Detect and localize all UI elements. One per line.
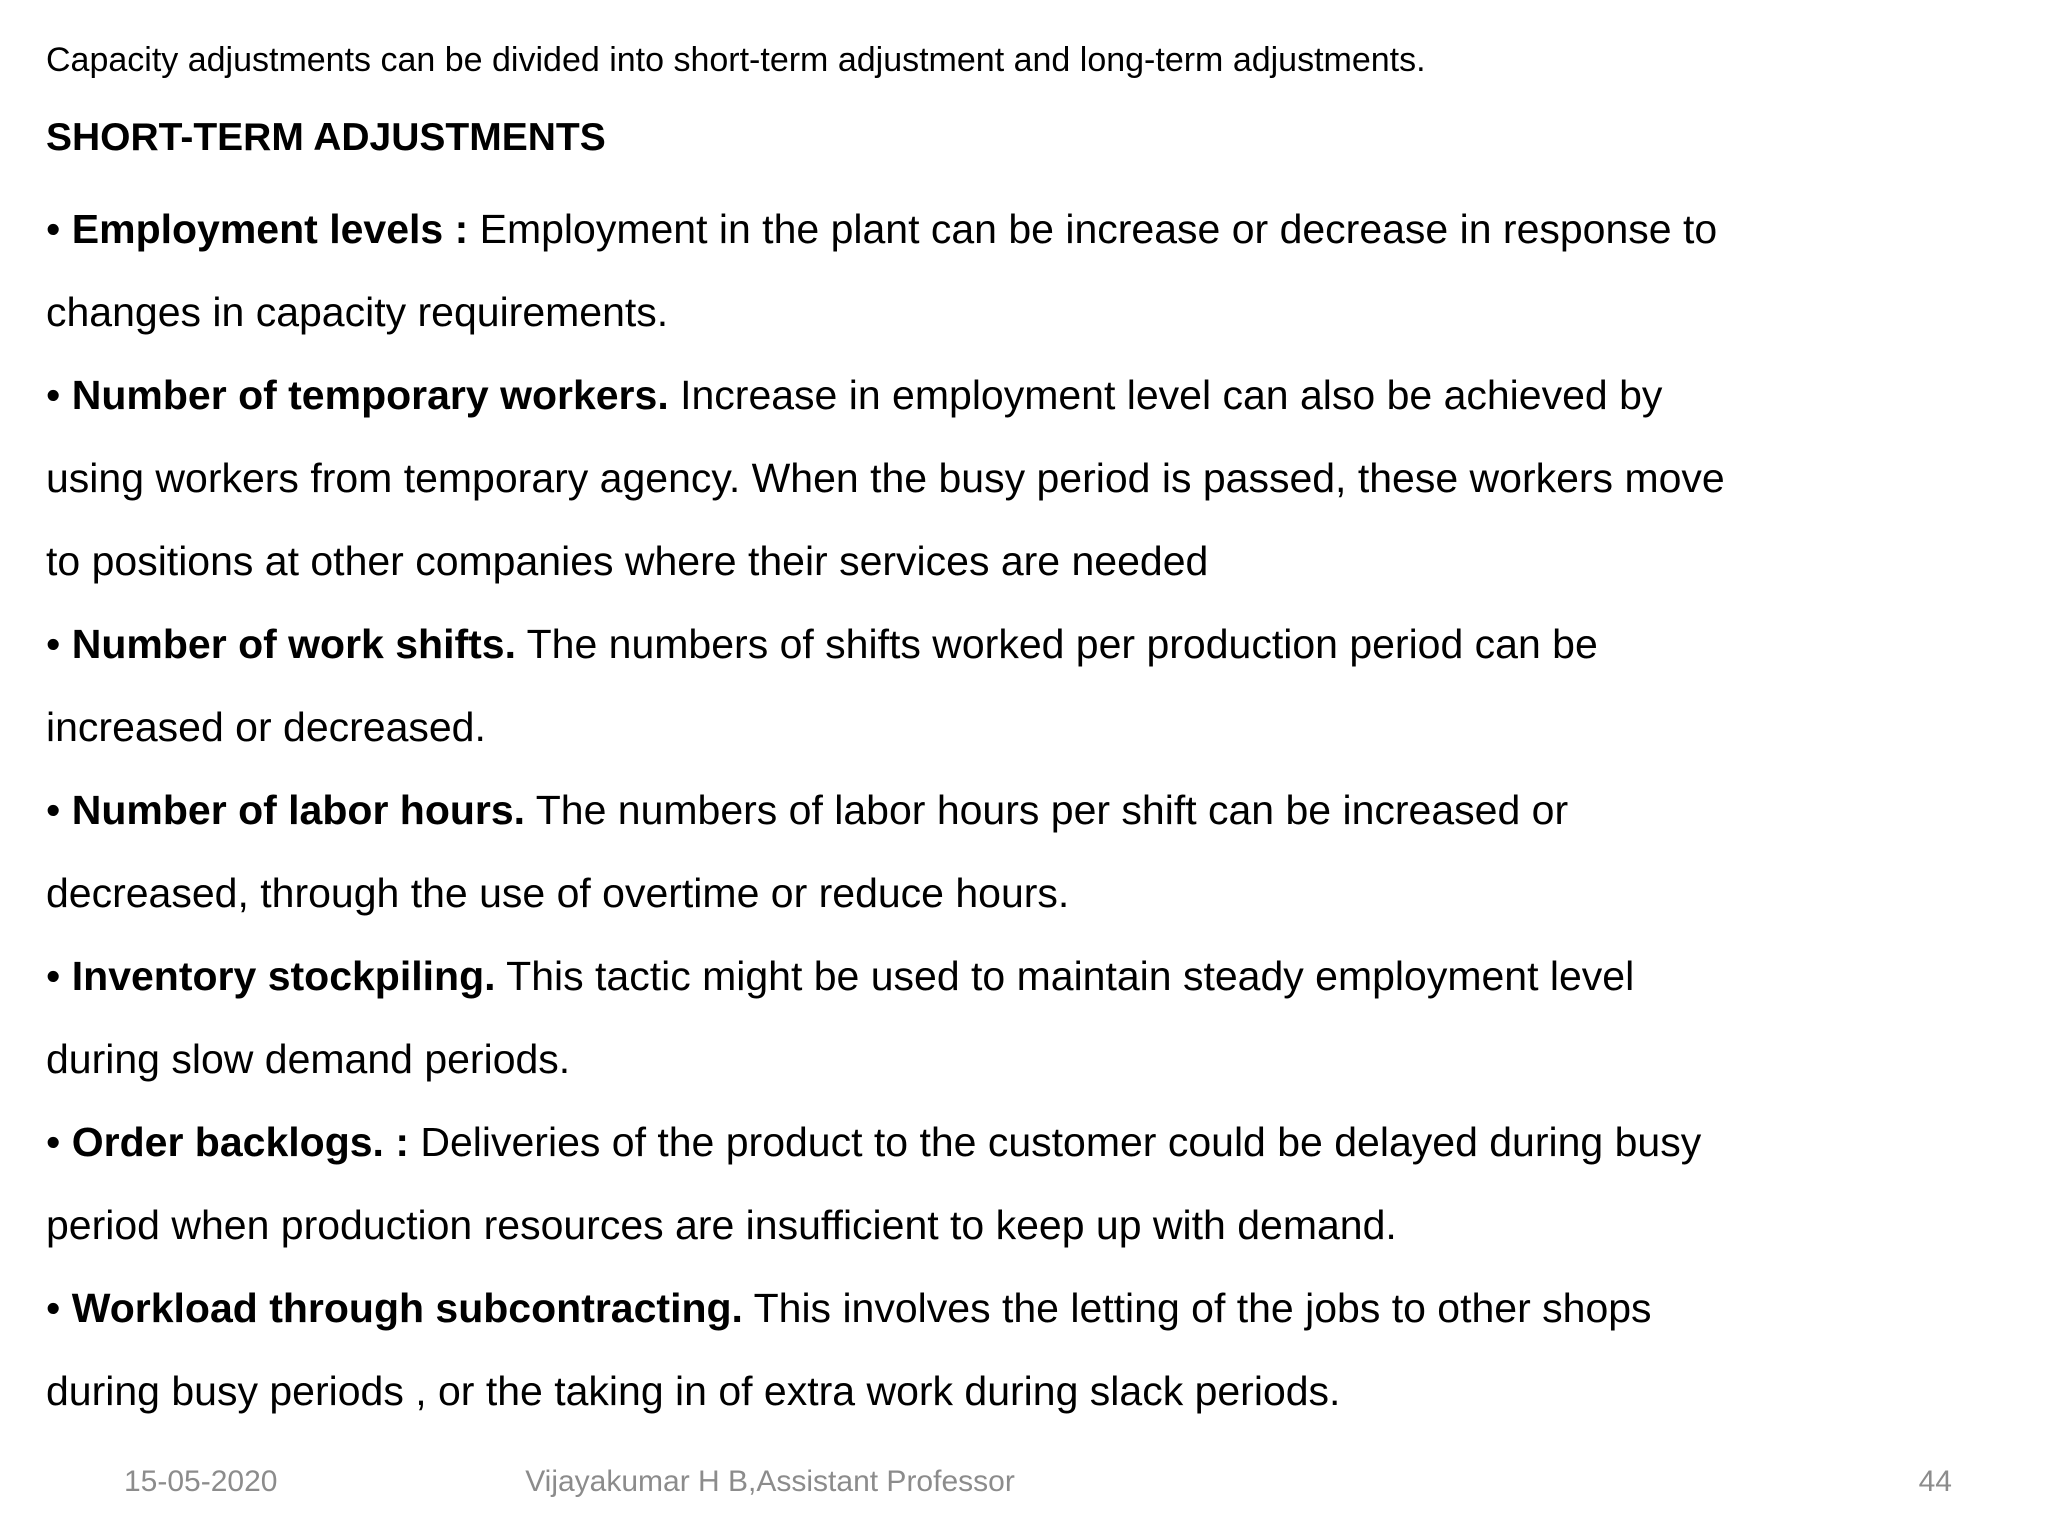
bullet-glyph: • <box>46 372 61 418</box>
bullet-glyph: • <box>46 1119 61 1165</box>
bullet-term: Employment levels : <box>71 206 469 252</box>
bullet-item <box>46 1101 1746 1267</box>
page-number: 44 <box>1918 1465 1952 1498</box>
bullet-item <box>46 935 1746 1101</box>
bullet-item <box>46 769 1746 935</box>
bullet-glyph: • <box>46 787 61 833</box>
bullet-item <box>46 188 1746 354</box>
bullet-text: The numbers of shifts worked per production period can be increased or decreased. <box>46 621 1598 750</box>
bullet-term: Number of labor hours. <box>71 787 526 833</box>
bullet-term: Number of work shifts. <box>71 621 516 667</box>
bullet-text: Deliveries of the product to the customer could be delayed during busy period when production resources are insufficient to keep up with demand. <box>46 1119 1702 1248</box>
bullet-glyph: • <box>46 1285 61 1331</box>
section-heading: SHORT-TERM ADJUSTMENTS <box>46 116 606 159</box>
bullet-text: This tactic might be used to maintain steady employment level during slow demand periods. <box>46 953 1635 1082</box>
bullet-glyph: • <box>46 206 61 252</box>
bullet-list <box>46 188 1746 1433</box>
bullet-term: Inventory stockpiling. <box>71 953 496 999</box>
bullet-term: Number of temporary workers. <box>71 372 669 418</box>
slide-body <box>46 32 1746 1433</box>
intro-text: Capacity adjustments can be divided into short-term adjustment and long-term adjustments. <box>46 41 1426 79</box>
bullet-text: This involves the letting of the jobs to other shops during busy periods , or the taking in of extra work during slack periods. <box>46 1285 1652 1414</box>
bullet-item <box>46 354 1746 603</box>
bullet-text: Increase in employment level can also be achieved by using workers from temporary agency. When the busy period is passed, these workers move to positions at other companies where their services are needed <box>46 372 1725 584</box>
bullet-text: Employment in the plant can be increase or decrease in response to changes in capacity requirements. <box>46 206 1718 335</box>
bullet-text: The numbers of labor hours per shift can be increased or decreased, through the use of overtime or reduce hours. <box>46 787 1569 916</box>
bullet-glyph: • <box>46 953 61 999</box>
bullet-term: Order backlogs. : <box>71 1119 409 1165</box>
bullet-glyph: • <box>46 621 61 667</box>
footer-date: 15-05-2020 <box>124 1465 278 1498</box>
bullet-item <box>46 603 1746 769</box>
bullet-term: Workload through subcontracting. <box>71 1285 743 1331</box>
bullet-item <box>46 1267 1746 1433</box>
footer-author: Vijayakumar H B,Assistant Professor <box>525 1465 1015 1498</box>
